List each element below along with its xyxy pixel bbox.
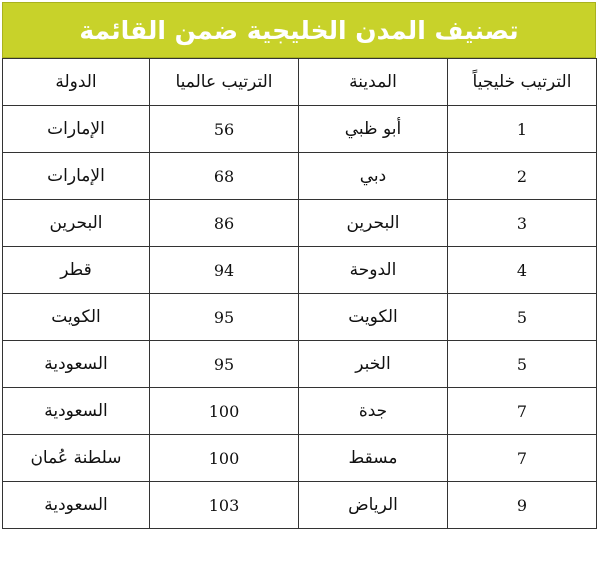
world-rank-cell: 86 [150,200,299,247]
header-gulf-rank: الترتيب خليجياً [448,59,597,106]
header-world-rank: الترتيب عالميا [150,59,299,106]
city-cell: الكويت [299,294,448,341]
country-cell: الإمارات [3,153,150,200]
city-cell: جدة [299,388,448,435]
document-frame [2,2,596,529]
gulf-rank-cell: 7 [448,435,597,482]
table-row [3,388,597,435]
gulf-cities-ranking-table [2,58,597,529]
country-cell: السعودية [3,482,150,529]
city-cell: مسقط [299,435,448,482]
table-row [3,200,597,247]
city-cell: البحرين [299,200,448,247]
gulf-rank-cell: 7 [448,388,597,435]
gulf-rank-cell: 4 [448,247,597,294]
world-rank-cell: 103 [150,482,299,529]
gulf-rank-cell: 2 [448,153,597,200]
header-city: المدينة [299,59,448,106]
country-cell: البحرين [3,200,150,247]
gulf-rank-cell: 3 [448,200,597,247]
gulf-rank-cell: 5 [448,294,597,341]
country-cell: الإمارات [3,106,150,153]
table-row [3,435,597,482]
table-row [3,106,597,153]
table-row [3,294,597,341]
table-row [3,482,597,529]
gulf-rank-cell: 1 [448,106,597,153]
world-rank-cell: 68 [150,153,299,200]
world-rank-cell: 100 [150,388,299,435]
country-cell: السعودية [3,341,150,388]
table-header-row [3,59,597,106]
country-cell: السعودية [3,388,150,435]
world-rank-cell: 94 [150,247,299,294]
table-row [3,341,597,388]
city-cell: دبي [299,153,448,200]
world-rank-cell: 95 [150,341,299,388]
city-cell: الخبر [299,341,448,388]
country-cell: قطر [3,247,150,294]
world-rank-cell: 56 [150,106,299,153]
country-cell: الكويت [3,294,150,341]
country-cell: سلطنة عُمان [3,435,150,482]
world-rank-cell: 95 [150,294,299,341]
header-country: الدولة [3,59,150,106]
table-row [3,153,597,200]
world-rank-cell: 100 [150,435,299,482]
city-cell: الرياض [299,482,448,529]
gulf-rank-cell: 9 [448,482,597,529]
table-row [3,247,597,294]
table-title: تصنيف المدن الخليجية ضمن القائمة [2,2,596,58]
gulf-rank-cell: 5 [448,341,597,388]
city-cell: أبو ظبي [299,106,448,153]
city-cell: الدوحة [299,247,448,294]
